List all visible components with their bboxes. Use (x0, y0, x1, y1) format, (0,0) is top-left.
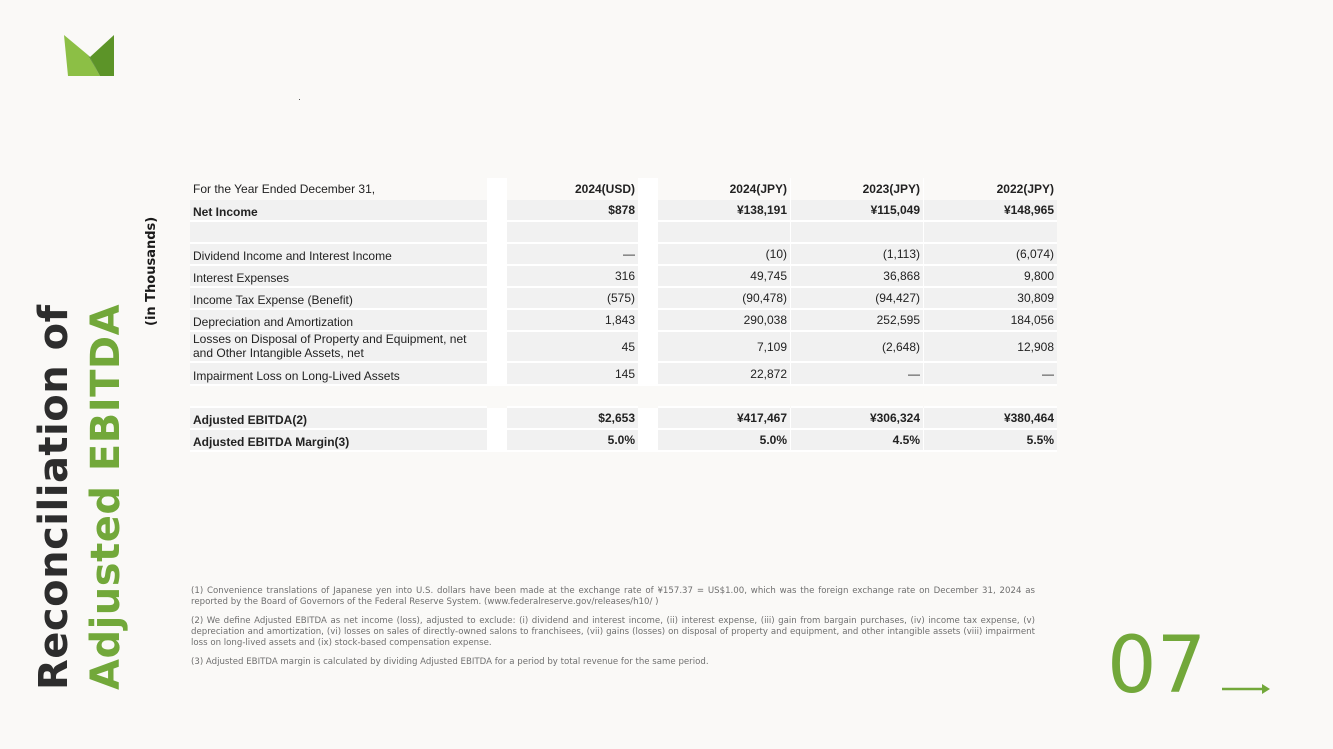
row-value: 22,872 (658, 363, 790, 386)
row-value (791, 386, 923, 408)
row-value: 36,868 (791, 266, 923, 288)
row-value: 5.0% (507, 430, 638, 452)
row-value: 145 (507, 363, 638, 386)
row-label: Adjusted EBITDA(2) (190, 408, 487, 430)
row-label (190, 386, 487, 408)
leaf-logo-icon (62, 33, 116, 79)
row-value: 7,109 (658, 332, 790, 363)
row-value: $878 (507, 200, 638, 222)
units-label: (in Thousands) (144, 216, 159, 326)
table-header-cell: 2024(JPY) (729, 182, 787, 196)
footnote: (2) We define Adjusted EBITDA as net income (loss), adjusted to exclude: (i) dividend and interest income, (ii) interest expense, (iii) gain from bargain purchases, (iv) income tax expense, (v) depreciation and amortization, (vi) losses on sales of directly-owned salons to franchisees, (vii) gains (losses) on disposal of property and equipment, and other intangible assets (viii) impairment loss on long-lived assets and (ix) stock-based compensation expense. (191, 616, 1035, 648)
row-value: 5.0% (658, 430, 790, 452)
row-label: Net Income (190, 200, 487, 222)
row-value (658, 222, 790, 244)
row-value: ¥138,191 (658, 200, 790, 222)
page-title-line2: Adjusted EBITDA (83, 303, 129, 690)
row-value: 30,809 (924, 288, 1057, 310)
table-row (190, 310, 1057, 332)
row-value: 4.5% (791, 430, 923, 452)
row-value (658, 386, 790, 408)
row-value: ¥115,049 (791, 200, 923, 222)
table-header-label: For the Year Ended December 31, (193, 182, 376, 196)
row-value: — (507, 244, 638, 266)
page-title (28, 304, 132, 690)
row-value: 252,595 (791, 310, 923, 332)
table-row (190, 200, 1057, 222)
row-value: (94,427) (791, 288, 923, 310)
row-label: Adjusted EBITDA Margin(3) (190, 430, 487, 452)
page-number: 07 (1107, 621, 1207, 711)
row-value: ¥380,464 (924, 408, 1057, 430)
row-value: $2,653 (507, 408, 638, 430)
table-row (190, 222, 1057, 244)
row-value: 5.5% (924, 430, 1057, 452)
row-value: 1,843 (507, 310, 638, 332)
row-value (791, 222, 923, 244)
table-header-cell: 2023(JPY) (862, 182, 920, 196)
table-row (190, 332, 1057, 363)
row-value: 45 (507, 332, 638, 363)
row-value: 184,056 (924, 310, 1057, 332)
row-label: Dividend Income and Interest Income (190, 244, 487, 266)
row-value: (575) (507, 288, 638, 310)
table-row (190, 363, 1057, 386)
table-row (190, 430, 1057, 452)
row-label: Losses on Disposal of Property and Equipment, net and Other Intangible Assets, net (190, 332, 487, 363)
row-value: — (791, 363, 923, 386)
table-header-row (190, 178, 1057, 200)
row-value (924, 386, 1057, 408)
row-value: 9,800 (924, 266, 1057, 288)
table-row (190, 266, 1057, 288)
row-label: Depreciation and Amortization (190, 310, 487, 332)
arrow-right-icon[interactable] (1222, 683, 1270, 695)
row-label: Interest Expenses (190, 266, 487, 288)
row-value: 290,038 (658, 310, 790, 332)
row-value: ¥148,965 (924, 200, 1057, 222)
row-value: 49,745 (658, 266, 790, 288)
row-value: 12,908 (924, 332, 1057, 363)
page-title-line1: Reconciliation of (31, 304, 77, 690)
row-value: (2,648) (791, 332, 923, 363)
row-value: ¥417,467 (658, 408, 790, 430)
row-label: Income Tax Expense (Benefit) (190, 288, 487, 310)
table-row (190, 408, 1057, 430)
ebitda-table (190, 178, 1057, 452)
table-row (190, 386, 1057, 408)
table-header-cell: 2022(JPY) (996, 182, 1054, 196)
row-value: 316 (507, 266, 638, 288)
row-value: (6,074) (924, 244, 1057, 266)
row-value: (1,113) (791, 244, 923, 266)
footnotes (191, 586, 1035, 676)
row-value (924, 222, 1057, 244)
decorative-dot (299, 99, 300, 100)
row-label (190, 222, 487, 244)
row-value: (90,478) (658, 288, 790, 310)
row-value (507, 386, 638, 408)
row-label: Impairment Loss on Long-Lived Assets (190, 363, 487, 386)
footnote: (3) Adjusted EBITDA margin is calculated by dividing Adjusted EBITDA for a period by total revenue for the same period. (191, 657, 709, 667)
table-row (190, 244, 1057, 266)
row-value (507, 222, 638, 244)
row-value: (10) (658, 244, 790, 266)
table-row (190, 288, 1057, 310)
row-value: — (924, 363, 1057, 386)
footnote: (1) Convenience translations of Japanese yen into U.S. dollars have been made at the exchange rate of ¥157.37 = US$1.00, which was the foreign exchange rate on December 31, 2024 as reported by the Board of Governors of the Federal Reserve System. (www.federalreserve.gov/releases/h10/ ) (191, 586, 1035, 607)
row-value: ¥306,324 (791, 408, 923, 430)
table-header-cell: 2024(USD) (574, 182, 635, 196)
